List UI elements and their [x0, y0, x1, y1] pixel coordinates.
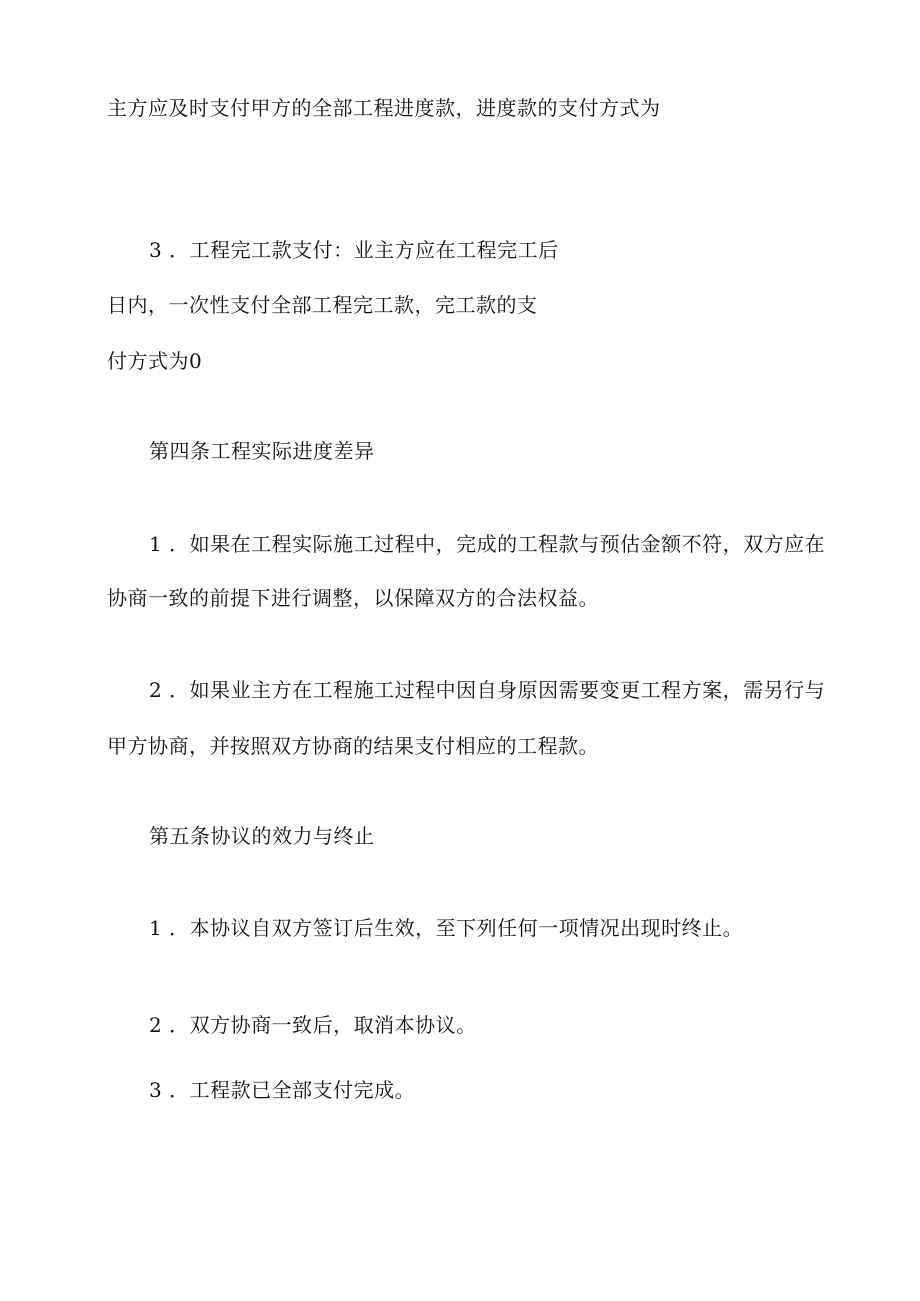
paragraph-line: 3 ．工程完工款支付：业主方应在工程完工后: [149, 238, 559, 262]
paragraph-line: 付方式为0: [107, 349, 203, 373]
paragraph-line: 主方应及时支付甲方的全部工程进度款，进度款的支付方式为: [107, 96, 661, 120]
section-heading: 第四条工程实际进度差异: [149, 439, 375, 463]
paragraph-line: 2 ．如果业主方在工程施工过程中因自身原因需要变更工程方案，需另行与: [149, 678, 826, 702]
paragraph-line: 3 ．工程款已全部支付完成。: [149, 1078, 416, 1102]
paragraph-line: 1 ．如果在工程实际施工过程中，完成的工程款与预估金额不符，双方应在: [149, 532, 826, 556]
section-heading: 第五条协议的效力与终止: [149, 824, 375, 848]
paragraph-line: 日内，一次性支付全部工程完工款，完工款的支: [107, 293, 538, 317]
paragraph-line: 2 ．双方协商一致后，取消本协议。: [149, 1013, 477, 1037]
paragraph-line: 1 ．本协议自双方签订后生效，至下列任何一项情况出现时终止。: [149, 916, 744, 940]
paragraph-line: 协商一致的前提下进行调整，以保障双方的合法权益。: [107, 586, 599, 610]
paragraph-line: 甲方协商，并按照双方协商的结果支付相应的工程款。: [107, 734, 599, 758]
